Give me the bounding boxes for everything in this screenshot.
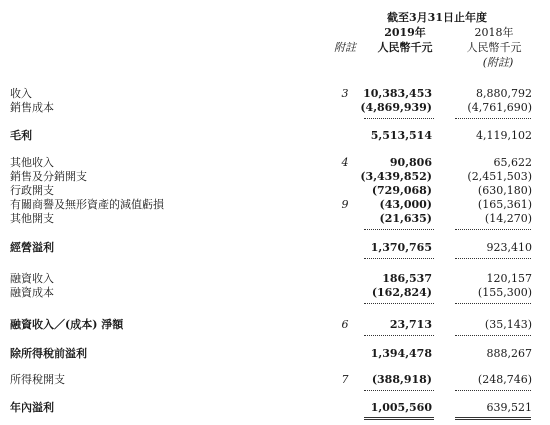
total-divider: [364, 417, 434, 420]
row-2019-income-tax: (388,918): [371, 373, 432, 386]
row-2019-admin-expenses: (729,068): [371, 184, 432, 197]
row-label-income-tax: 所得稅開支: [10, 373, 65, 386]
row-2018-selling-expenses: (2,451,503): [467, 170, 532, 183]
row-2018-profit-before-tax: 888,267: [486, 347, 532, 360]
row-2018-gross-profit: 4,119,102: [476, 129, 532, 142]
row-2019-operating-profit: 1,370,765: [370, 241, 432, 254]
row-label-impairment-loss: 有關商譽及無形資產的減值虧損: [10, 198, 164, 211]
row-label-selling-expenses: 銷售及分銷開支: [10, 170, 87, 183]
note-column-header: 附註: [334, 41, 356, 54]
currency-2018-header: 人民幣千元: [466, 41, 522, 54]
total-divider: [455, 417, 531, 420]
row-2019-selling-expenses: (3,439,852): [360, 170, 432, 183]
divider: [455, 390, 531, 391]
row-note-revenue: 3: [341, 87, 349, 100]
divider: [364, 390, 434, 391]
row-2019-profit-before-tax: 1,394,478: [370, 347, 432, 360]
divider: [455, 303, 531, 304]
divider: [364, 303, 434, 304]
row-2019-impairment-loss: (43,000): [379, 198, 432, 211]
row-2019-gross-profit: 5,513,514: [370, 129, 432, 142]
divider: [364, 229, 434, 230]
divider: [364, 335, 434, 336]
currency-2019-header: 人民幣千元: [377, 41, 433, 54]
row-label-net-finance: 融資收入／(成本) 淨額: [10, 318, 124, 331]
row-2019-finance-cost: (162,824): [371, 286, 432, 299]
row-2018-other-expenses: (14,270): [484, 212, 532, 225]
row-2019-finance-income: 186,537: [382, 272, 432, 285]
row-2018-revenue: 8,880,792: [476, 87, 532, 100]
row-label-operating-profit: 經營溢利: [10, 241, 54, 254]
row-2018-other-income: 65,622: [493, 156, 532, 169]
row-2019-other-expenses: (21,635): [379, 212, 432, 225]
year-2019-header: 2019年: [384, 26, 426, 39]
row-2018-net-finance: (35,143): [484, 318, 532, 331]
divider: [455, 335, 531, 336]
row-note-impairment-loss: 9: [341, 198, 349, 211]
row-label-profit-before-tax: 除所得稅前溢利: [10, 347, 87, 360]
divider: [455, 258, 531, 259]
year-2018-header: 2018年: [474, 26, 514, 39]
row-2019-cost-of-sales: (4,869,939): [360, 101, 432, 114]
row-2018-finance-cost: (155,300): [477, 286, 532, 299]
row-2019-net-finance: 23,713: [389, 318, 432, 331]
row-label-admin-expenses: 行政開支: [10, 184, 54, 197]
divider: [364, 118, 434, 119]
row-2019-other-income: 90,806: [389, 156, 432, 169]
row-note-net-finance: 6: [341, 318, 349, 331]
row-label-gross-profit: 毛利: [10, 129, 32, 142]
row-label-finance-cost: 融資成本: [10, 286, 54, 299]
row-label-other-income: 其他收入: [10, 156, 54, 169]
divider: [455, 229, 531, 230]
period-header: 截至3月31日止年度: [387, 11, 487, 24]
row-label-finance-income: 融資收入: [10, 272, 54, 285]
row-2019-revenue: 10,383,453: [363, 87, 432, 100]
row-2019-profit-for-year: 1,005,560: [370, 401, 432, 414]
row-2018-profit-for-year: 639,521: [486, 401, 532, 414]
restated-2018-note: (附註): [482, 56, 514, 69]
row-label-revenue: 收入: [10, 87, 32, 100]
row-note-other-income: 4: [341, 156, 349, 169]
row-note-income-tax: 7: [341, 373, 349, 386]
row-label-cost-of-sales: 銷售成本: [10, 101, 54, 114]
row-2018-impairment-loss: (165,361): [477, 198, 532, 211]
row-2018-cost-of-sales: (4,761,690): [467, 101, 532, 114]
row-label-profit-for-year: 年內溢利: [10, 401, 54, 414]
divider: [364, 258, 434, 259]
divider: [455, 118, 531, 119]
row-2018-operating-profit: 923,410: [486, 241, 532, 254]
row-2018-income-tax: (248,746): [477, 373, 532, 386]
row-2018-admin-expenses: (630,180): [477, 184, 532, 197]
row-2018-finance-income: 120,157: [486, 272, 532, 285]
row-label-other-expenses: 其他開支: [10, 212, 54, 225]
